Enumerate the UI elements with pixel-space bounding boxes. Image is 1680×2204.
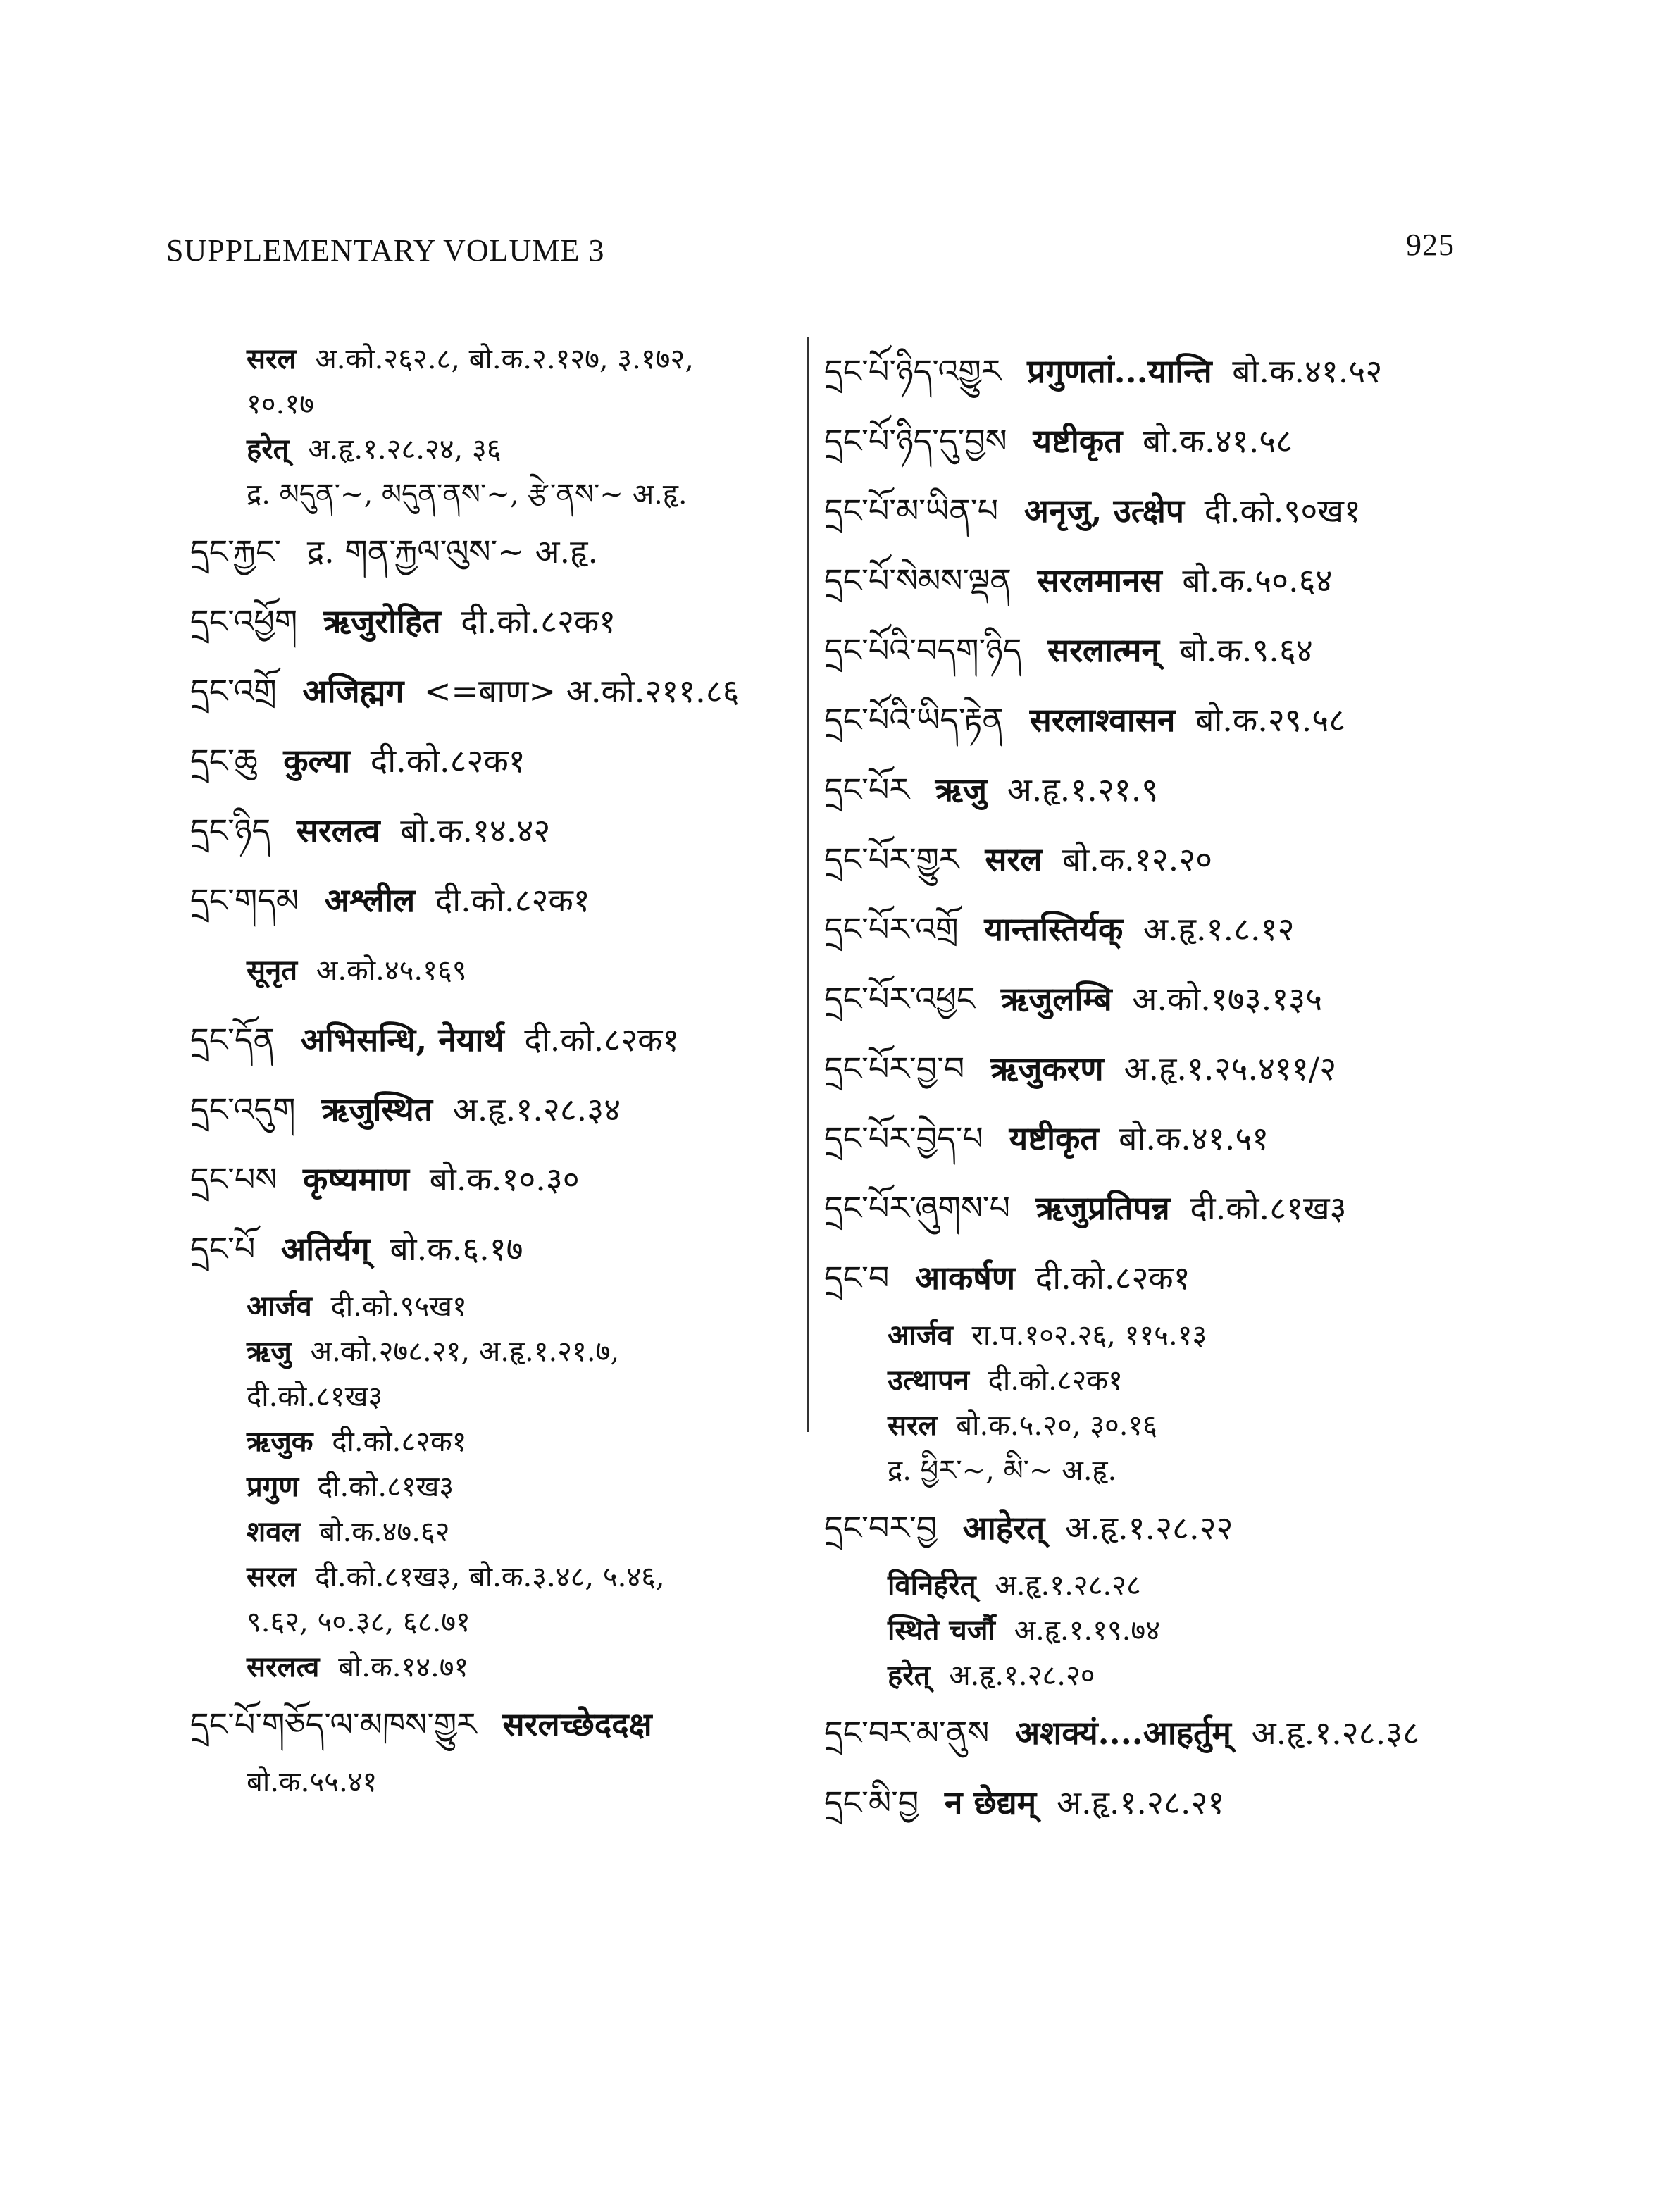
source-reference: बो.क.५५.४१ [247,1766,378,1798]
tibetan-headword: དྲང་པོར [824,771,909,809]
entry-continuation [824,1313,1458,1358]
sanskrit-equivalent: सूनृत [247,954,298,987]
sanskrit-equivalent: सरल [888,1409,938,1442]
dictionary-entry [824,1034,1443,1104]
sanskrit-equivalent: ऋजुलम्बि [1000,980,1112,1018]
dictionary-entry [824,1768,1443,1838]
dictionary-entry [190,587,788,656]
source-reference: बो.क.४१.५१ [1119,1119,1269,1157]
sanskrit-equivalent: ऋजु [247,1335,292,1368]
entry-continuation [190,935,803,1005]
entry-continuation [824,1358,1458,1403]
sanskrit-equivalent: उत्थापन [888,1364,969,1397]
dictionary-entry [190,796,788,866]
entry-continuation [190,1509,803,1555]
entry-continuation [190,1284,803,1329]
dictionary-entry [190,1145,788,1214]
sanskrit-equivalent: सरलाश्वासन [1029,701,1176,739]
source-reference: द्र. གན་རྐྱལ་ལུས་~ अ.हृ. [306,533,599,571]
left-column [190,337,803,1805]
dictionary-entry [190,1214,788,1284]
dictionary-entry [824,685,1443,755]
tibetan-headword: དྲང་པོ་ཉིད་འགྱུར [824,352,1002,390]
source-reference: बो.क.२९.५८ [1195,701,1346,739]
source-reference: अ.हृ.१.२८.३८ [1251,1714,1420,1752]
source-reference: बो.क.६.१७ [390,1230,523,1268]
dictionary-entry [824,476,1443,546]
dictionary-entry [824,546,1443,616]
source-reference: दी.को.८२क१ [1035,1259,1190,1297]
source-reference: बो.क.९.६४ [1179,631,1313,669]
running-title: SUPPLEMENTARY VOLUME 3 [166,233,605,268]
source-reference: बो.क.४१.५८ [1142,422,1293,460]
dictionary-entry [190,1690,788,1760]
source-reference: अ.हृ.१.१९.७४ [1014,1614,1160,1647]
dictionary-entry [824,616,1443,685]
tibetan-headword: དྲང་པོ་གཅོད་ལ་མཁས་གྱུར [190,1705,477,1743]
dictionary-entry [824,337,1443,406]
entry-continuation [190,1374,803,1419]
dictionary-entry [190,1075,788,1145]
dictionary-entry [190,1005,788,1075]
sanskrit-equivalent: ऋजुक [247,1425,313,1458]
dictionary-entry [824,406,1443,476]
sanskrit-equivalent: अजिह्मग [302,672,404,710]
tibetan-headword: དྲང་དོན [190,1021,275,1059]
sanskrit-equivalent: कृष्यमाण [303,1160,410,1198]
entry-continuation [190,337,803,382]
source-reference: अ.हृ.१.२८.३४ [452,1090,621,1128]
tibetan-headword: དྲང་པོར་ཞུགས་པ [824,1189,1011,1227]
sanskrit-equivalent: अभिसन्धि, नेयार्थ [300,1021,504,1059]
sanskrit-equivalent: ऋजुप्रतिपन्न [1035,1189,1170,1227]
tibetan-headword: དྲང་པོར་འཕྱང [824,980,976,1018]
sanskrit-equivalent: आर्जव [888,1319,953,1352]
sanskrit-equivalent: सरल [985,840,1043,878]
tibetan-headword: དྲང་བར་མ་ནུས [824,1714,990,1752]
source-reference: अ.हृ.१.२५.४११/२ [1124,1050,1337,1088]
tibetan-headword: དྲང་པོ [190,1230,256,1268]
sanskrit-equivalent: अश्लील [324,881,416,919]
source-reference: १०.१७ [247,388,314,421]
dictionary-entry [824,1104,1443,1173]
sanskrit-equivalent: यष्टीकृत [1009,1119,1099,1157]
sanskrit-equivalent: हरेत् [247,432,290,466]
tibetan-headword: དྲང་པོ་ཉིད་དུ་བྱས [824,422,1007,460]
entry-continuation [824,1563,1458,1608]
sanskrit-equivalent: कुल्या [283,742,351,780]
source-reference: द्र. མདུན་~, མདུན་ནས་~, རྩེ་ནས་~ अ.हृ. [247,478,687,511]
source-reference: दी.को.८२क१ [370,742,525,780]
sanskrit-equivalent: विनिर्हरेत् [888,1569,976,1602]
source-reference: बो.क.५.२०, ३०.१६ [956,1409,1158,1442]
sanskrit-equivalent: आकर्षण [914,1259,1016,1297]
sanskrit-equivalent: यान्तस्तिर्यक् [984,910,1124,948]
tibetan-headword: དྲང་པོ་མ་ཡིན་པ [824,492,999,530]
tibetan-headword: དྲང་ཉིད [190,811,271,849]
sanskrit-equivalent: आर्जव [247,1290,312,1323]
sanskrit-equivalent: ऋजुस्थित [321,1090,433,1128]
sanskrit-equivalent: शवल [247,1515,301,1548]
source-reference: अ.हृ.१.२१.९ [1007,771,1159,809]
tibetan-headword: དྲང་པོར་འགྲོ [824,910,959,948]
right-column [824,337,1458,1838]
sanskrit-equivalent: ऋजुकरण [990,1050,1104,1088]
dictionary-entry [824,895,1443,964]
sanskrit-equivalent: सरल [247,342,297,375]
source-reference: दी.को.८१ख३ [317,1471,454,1503]
source-reference: बो.क.१४.७१ [338,1651,469,1683]
source-reference: अ.हृ.१.२८.२२ [1064,1509,1233,1547]
entry-continuation [190,1555,803,1600]
sanskrit-equivalent: प्रगुण [247,1470,299,1503]
tibetan-headword: དྲང་འཕྱོག [190,602,298,640]
dictionary-entry [824,1243,1443,1313]
tibetan-headword: དྲང་པོར་བྱེད་པ [824,1119,983,1157]
source-reference: दी.को.८२क१ [461,602,616,640]
sanskrit-equivalent: प्रगुणतां...यान्ति [1027,352,1212,390]
sanskrit-equivalent: यष्टीकृत [1033,422,1123,460]
tibetan-headword: དྲང་བ [824,1259,890,1297]
source-reference: दी.को.८२क१ [332,1426,467,1458]
source-reference: बो.क.१२.२० [1062,840,1213,878]
source-reference: रा.प.१०२.२६, ११५.१३ [971,1319,1207,1352]
source-reference: अ.हृ.१.२८.२१ [1056,1783,1225,1822]
source-reference: अ.को.१७३.१३५ [1132,980,1323,1018]
source-reference: अ.को.४५.१६९ [316,954,467,987]
source-reference: अ.हृ.१.२८.२० [949,1660,1095,1692]
entry-continuation [190,1760,803,1805]
dictionary-entry [824,964,1443,1034]
page-number: 925 [1406,228,1455,262]
entry-continuation [190,1645,803,1690]
source-reference: बो.क.५०.६४ [1182,561,1333,599]
dictionary-entry [190,656,788,726]
source-reference: द्र. ཕྱིར་~, མི་~ अ.हृ. [888,1455,1117,1487]
dictionary-entry [824,825,1443,895]
entry-continuation [190,472,803,517]
sanskrit-equivalent: ऋजु [935,771,987,809]
source-reference: बो.क.१४.४२ [400,811,551,849]
entry-continuation [190,1464,803,1509]
source-reference: बो.क.१०.३० [429,1160,580,1198]
tibetan-headword: དྲང་པོར་བྱ་བ [824,1050,965,1088]
source-reference: <=बाण> अ.को.२११.८६ [424,672,740,710]
tibetan-headword: དྲང་འགྲོ [190,672,277,710]
sanskrit-equivalent: सरलमानस [1037,561,1162,599]
source-reference: अ.को.२६२.८, बो.क.२.१२७, ३.१७२, [315,343,694,375]
sanskrit-equivalent: सरलच्छेददक्ष [502,1705,652,1743]
sanskrit-equivalent: अतिर्यग् [280,1230,370,1268]
tibetan-headword: དྲང་བར་བྱ [824,1509,938,1547]
dictionary-entry [190,726,788,796]
tibetan-headword: དྲང་འདུག [190,1090,296,1128]
entry-continuation [190,1600,803,1645]
tibetan-headword: དྲང་པོའི་བདག་ཉིད [824,631,1022,669]
column-divider [807,337,809,1432]
source-reference: बो.क.४१.५२ [1232,352,1383,390]
entry-continuation [824,1653,1458,1698]
entry-continuation [190,382,803,427]
dictionary-entry [190,517,788,587]
sanskrit-equivalent: सरल [247,1560,297,1593]
tibetan-headword: དྲང་མི་བྱ [824,1783,919,1822]
tibetan-headword: དྲང་པོ་སེམས་ལྡན [824,561,1012,599]
tibetan-headword: དྲང་པས [190,1160,278,1198]
sanskrit-equivalent: आहेरत् [962,1509,1045,1547]
sanskrit-equivalent: सरलत्व [247,1650,320,1683]
dictionary-entry [190,866,788,935]
entry-continuation [824,1608,1458,1653]
entry-continuation [824,1403,1458,1448]
source-reference: अ.हृ.१.२८.२८ [995,1569,1141,1602]
source-reference: दी.को.९५ख१ [330,1290,467,1323]
tibetan-headword: དྲང་པོའི་ཡིད་རྟེན [824,701,1004,739]
source-reference: अ.हृ.१.८.१२ [1143,910,1295,948]
entry-continuation [824,1448,1458,1493]
tibetan-headword: དྲང་ཆུ [190,742,258,780]
sanskrit-equivalent: अनृजु, उत्क्षेप [1023,492,1184,530]
tibetan-headword: དྲང་པོར་གྱུར [824,840,959,878]
sanskrit-equivalent: हरेत् [888,1659,931,1692]
tibetan-headword: དྲང་རྐྱང་ [190,533,282,571]
sanskrit-equivalent: सरलात्मन् [1047,631,1159,669]
entry-continuation [190,427,803,472]
source-reference: दी.को.९०ख१ [1204,492,1361,530]
sanskrit-equivalent: ऋजुरोहित [323,602,441,640]
source-reference: दी.को.८१ख३ [247,1381,383,1413]
sanskrit-equivalent: न छेद्यम् [944,1783,1037,1822]
tibetan-headword: དྲང་གདམ [190,881,299,919]
source-reference: बो.क.४७.६२ [319,1516,450,1548]
source-reference: दी.को.८२क१ [988,1364,1123,1397]
source-reference: दी.को.८२क१ [435,881,590,919]
entry-continuation [190,1329,803,1374]
source-reference: ९.६२, ५०.३८, ६८.७१ [247,1606,471,1638]
dictionary-entry [824,1173,1443,1243]
dictionary-entry [824,755,1443,825]
source-reference: दी.को.८१ख३, बो.क.३.४८, ५.४६, [315,1561,665,1593]
entry-continuation [190,1419,803,1464]
sanskrit-equivalent: स्थिते चर्जौ [888,1614,995,1647]
dictionary-entry [824,1493,1443,1563]
dictionary-entry [824,1698,1443,1768]
source-reference: दी.को.८१ख३ [1190,1189,1347,1227]
source-reference: दी.को.८२क१ [524,1021,680,1059]
source-reference: अ.को.२७८.२१, अ.हृ.१.२१.७, [310,1336,620,1368]
sanskrit-equivalent: अशक्यं....आहर्तुम् [1014,1714,1231,1752]
source-reference: अ.हृ.१.२८.२४, ३६ [308,433,502,466]
sanskrit-equivalent: सरलत्व [296,811,380,849]
